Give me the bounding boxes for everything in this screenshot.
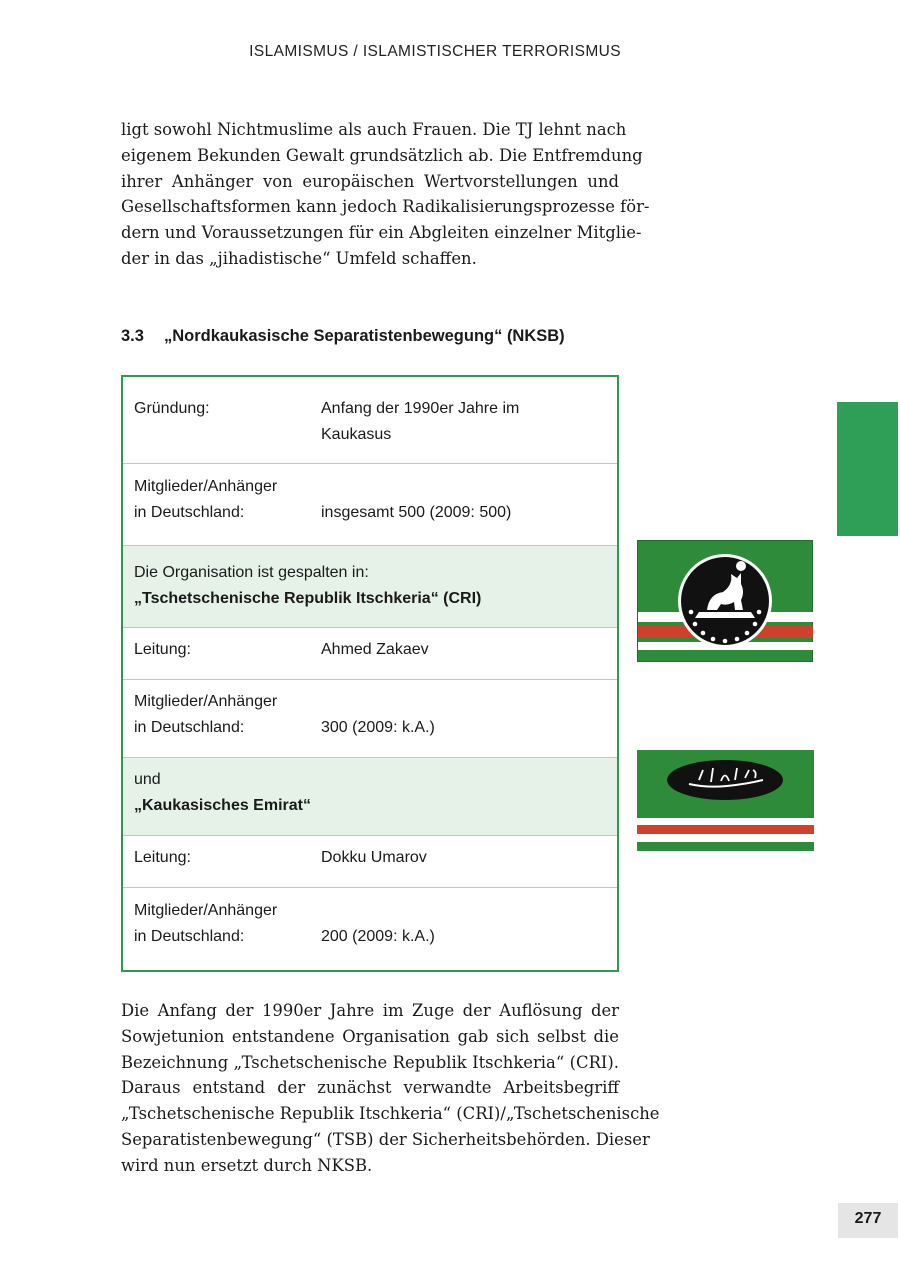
cri-org-name: „Tschetschenische Republik Itschkeria“ (CRI) <box>134 589 482 607</box>
shahada-emblem-flag-icon <box>637 750 814 851</box>
split-intro <box>134 560 604 611</box>
row-cri-leader <box>123 628 617 680</box>
text-line: Gesellschaftsformen kann jedoch Radikalisierungsprozesse för- <box>121 197 650 217</box>
chechen-wolf-emblem-flag-icon <box>637 540 814 663</box>
text-line: ligt sowohl Nichtmuslime als auch Frauen. Die TJ lehnt nach <box>121 120 627 139</box>
members-total-value: insgesamt 500 (2009: 500) <box>321 503 512 521</box>
text-line: Separatistenbewegung“ (TSB) der Sicherheitsbehörden. Dieser <box>121 1129 650 1149</box>
emirate-members-value: 200 (2009: k.A.) <box>321 927 435 945</box>
text-line: Daraus entstand der zunächst verwandte Arbeitsbegriff <box>121 1078 619 1098</box>
members-label-line: in Deutschland: <box>134 927 245 945</box>
text-line: Bezeichnung „Tschetschenische Republik Itschkeria“ (CRI). <box>121 1052 619 1072</box>
chapter-marker-tab <box>837 402 898 536</box>
split-intro-text: Die Organisation ist gespalten in: <box>134 564 369 581</box>
members-label-line: Mitglieder/Anhänger <box>134 478 278 495</box>
members-label <box>134 474 314 525</box>
members-label <box>134 689 314 740</box>
section-number: 3.3 <box>121 327 144 345</box>
row-split-cri <box>123 546 617 628</box>
row-cri-members <box>123 680 617 758</box>
row-members-total <box>123 464 617 546</box>
text-line: dern und Voraussetzungen für ein Abgleiten einzelner Mitglie- <box>121 223 642 243</box>
emirate-intro-text: und <box>134 771 161 788</box>
gruendung-value <box>321 396 611 447</box>
text-line: Sowjetunion entstandene Organisation gab sich selbst die <box>121 1026 619 1046</box>
text-line: der in das „jihadistische“ Umfeld schaffen. <box>121 248 477 268</box>
gruendung-label: Gründung: <box>134 400 210 417</box>
intro-paragraph <box>121 117 650 272</box>
cri-leader-label: Leitung: <box>134 641 191 658</box>
text-line: Die Anfang der 1990er Jahre im Zuge der Auflösung der <box>121 1001 619 1020</box>
row-emirate <box>123 758 617 836</box>
members-label-line: Mitglieder/Anhänger <box>134 693 278 710</box>
gruendung-value-line: Anfang der 1990er Jahre im <box>321 400 520 417</box>
cri-leader-value: Ahmed Zakaev <box>321 641 429 658</box>
members-label <box>134 898 314 949</box>
section-title: „Nordkaukasische Separatistenbewegung“ (NKSB) <box>164 327 565 345</box>
running-head: ISLAMISMUS / ISLAMISTISCHER TERRORISMUS <box>249 43 621 60</box>
row-emirate-members <box>123 888 617 970</box>
page-number: 277 <box>838 1203 898 1238</box>
emirate-leader-label: Leitung: <box>134 849 191 866</box>
text-line: „Tschetschenische Republik Itschkeria“ (CRI)/„Tschetschenische <box>121 1104 660 1124</box>
emirate-org-name: „Kaukasisches Emirat“ <box>134 796 311 814</box>
text-line: eigenem Bekunden Gewalt grundsätzlich ab. Die Entfremdung <box>121 145 643 165</box>
members-label-line: in Deutschland: <box>134 503 245 521</box>
organization-info-box <box>121 375 619 972</box>
section-heading <box>121 327 565 346</box>
emirate-intro <box>134 767 604 818</box>
text-line: ihrer Anhänger von europäischen Wertvorstellungen und <box>121 171 619 191</box>
members-label-line: Mitglieder/Anhänger <box>134 902 278 919</box>
gruendung-value-line: Kaukasus <box>321 425 392 443</box>
row-gruendung <box>123 377 617 464</box>
cri-members-value: 300 (2009: k.A.) <box>321 718 435 736</box>
row-emirate-leader <box>123 836 617 888</box>
body-paragraph <box>121 998 660 1179</box>
members-label-line: in Deutschland: <box>134 718 245 736</box>
emirate-leader-value: Dokku Umarov <box>321 849 427 866</box>
text-line: wird nun ersetzt durch NKSB. <box>121 1155 373 1175</box>
